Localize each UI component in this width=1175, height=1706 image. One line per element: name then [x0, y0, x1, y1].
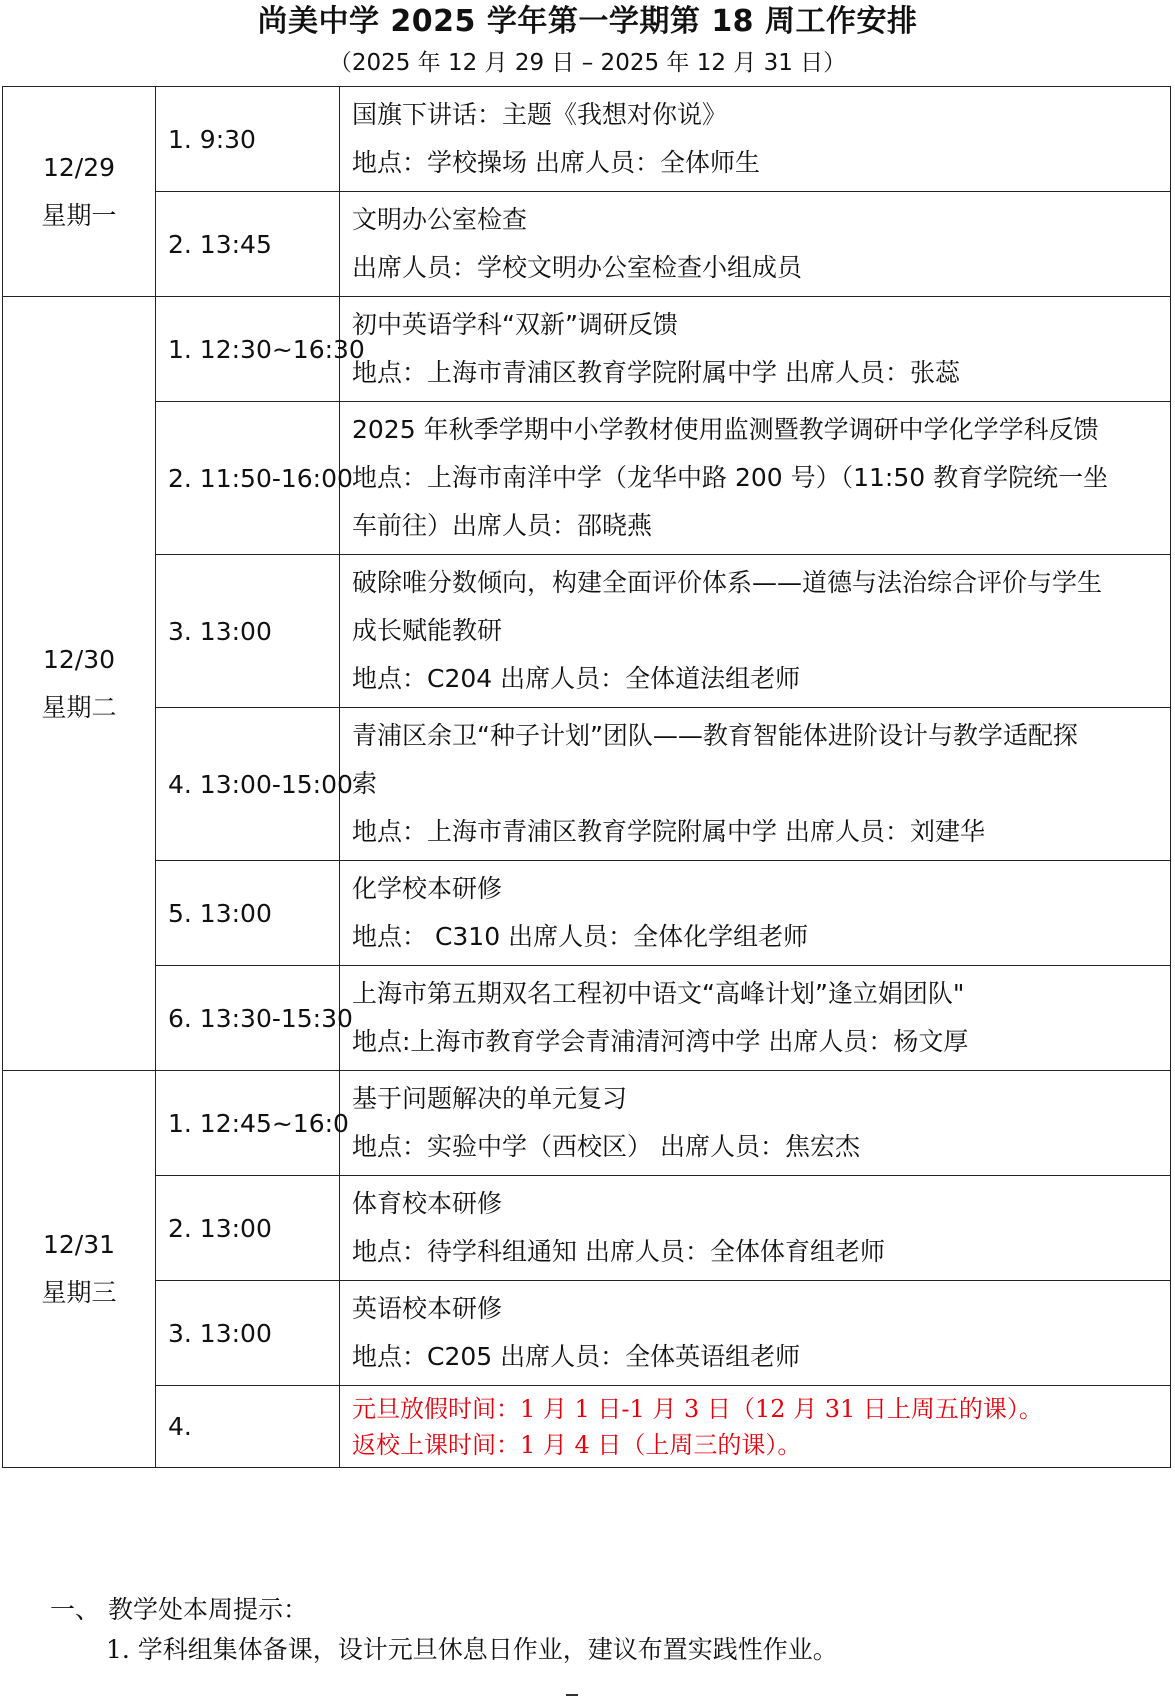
event-description: [340, 87, 1171, 192]
schedule-row: [3, 861, 1171, 966]
page-title: 尚美中学 2025 学年第一学期第 18 周工作安排: [257, 4, 918, 39]
event-description: [340, 192, 1171, 297]
event-line: 地点： C310 出席人员：全体化学组老师: [352, 922, 809, 951]
event-description: [340, 708, 1171, 861]
schedule-row: [3, 1281, 1171, 1386]
event-line: 地点:上海市教育学会青浦清河湾中学 出席人员：杨文厚: [352, 1027, 969, 1056]
notes-item: 1. 学科组集体备课，设计元旦休息日作业，建议布置实践性作业。: [106, 1635, 838, 1664]
event-time: 2. 13:45: [156, 192, 340, 297]
event-line: 地点：学校操场 出席人员：全体师生: [352, 148, 760, 177]
holiday-notice: [340, 1386, 1171, 1468]
schedule-row: [3, 297, 1171, 402]
event-line: 文明办公室检查: [352, 205, 528, 234]
event-line: 2025 年秋季学期中小学教材使用监测暨教学调研中学化学学科反馈: [352, 415, 1099, 444]
event-description: [340, 297, 1171, 402]
event-description: [340, 402, 1171, 555]
event-line: 地点：实验中学（西校区） 出席人员：焦宏杰: [352, 1132, 860, 1161]
event-line: 成长赋能教研: [352, 616, 503, 645]
event-line: 化学校本研修: [352, 874, 503, 903]
event-time: 2. 13:00: [156, 1176, 340, 1281]
page-number-mark: [566, 1694, 578, 1696]
event-time: 4. 13:00-15:00: [156, 708, 340, 861]
event-line: 索: [352, 769, 378, 798]
event-line: 破除唯分数倾向，构建全面评价体系——道德与法治综合评价与学生: [352, 568, 1103, 597]
event-description: [340, 861, 1171, 966]
day-weekday: 星期二: [41, 692, 117, 722]
schedule-row: [3, 708, 1171, 861]
event-line: 地点：C205 出席人员：全体英语组老师: [352, 1342, 801, 1371]
event-line: 地点：上海市青浦区教育学院附属中学 出席人员：张蕊: [352, 358, 960, 387]
event-line: 体育校本研修: [352, 1189, 503, 1218]
schedule-row: [3, 1071, 1171, 1176]
schedule-row: [3, 402, 1171, 555]
schedule-table: [2, 86, 1171, 1468]
notes-heading: 一、 教学处本周提示：: [50, 1595, 308, 1624]
event-description: [340, 1281, 1171, 1386]
event-line: 基于问题解决的单元复习: [352, 1084, 628, 1113]
event-time: 1. 12:45~16:0: [156, 1071, 340, 1176]
event-line: 青浦区余卫“种子计划”团队——教育智能体进阶设计与教学适配探: [352, 721, 1078, 750]
event-line: 初中英语学科“双新”调研反馈: [352, 310, 678, 339]
event-description: [340, 555, 1171, 708]
event-time: 4.: [156, 1386, 340, 1468]
event-line: 国旗下讲话：主题《我想对你说》: [352, 100, 728, 129]
event-description: [340, 1071, 1171, 1176]
event-line: 地点：上海市南洋中学（龙华中路 200 号）（11:50 教育学院统一坐: [352, 463, 1109, 492]
event-line: 上海市第五期双名工程初中语文“高峰计划”逢立娟团队": [352, 979, 965, 1008]
event-line: 地点：待学科组通知 出席人员：全体体育组老师: [352, 1237, 885, 1266]
schedule-row: [3, 192, 1171, 297]
event-line: 地点：C204 出席人员：全体道法组老师: [352, 664, 801, 693]
event-time: 3. 13:00: [156, 555, 340, 708]
event-time: 1. 12:30~16:30: [156, 297, 340, 402]
schedule-row: [3, 87, 1171, 192]
event-description: [340, 1176, 1171, 1281]
event-time: 6. 13:30-15:30: [156, 966, 340, 1071]
event-line: 英语校本研修: [352, 1294, 503, 1323]
day-date: 12/30: [42, 644, 116, 674]
day-weekday: 星期三: [41, 1278, 117, 1307]
page-subtitle: （2025 年 12 月 29 日 – 2025 年 12 月 31 日）: [328, 50, 847, 76]
day-weekday: 星期一: [41, 200, 117, 230]
event-description: [340, 966, 1171, 1071]
event-line: 出席人员：学校文明办公室检查小组成员: [352, 253, 803, 282]
schedule-row: [3, 1176, 1171, 1281]
schedule-row: [3, 555, 1171, 708]
notes-section: [50, 1590, 838, 1670]
day-cell: [3, 87, 156, 297]
event-time: 2. 11:50-16:00: [156, 402, 340, 555]
event-line: 元旦放假时间：1 月 1 日-1 月 3 日（12 月 31 日上周五的课）。: [352, 1394, 1043, 1423]
day-date: 12/29: [42, 152, 116, 182]
event-line: 返校上课时间：1 月 4 日（上周三的课）。: [352, 1430, 802, 1459]
day-cell: [3, 1071, 156, 1468]
schedule-row: [3, 1386, 1171, 1468]
event-time: 1. 9:30: [156, 87, 340, 192]
day-date: 12/31: [42, 1230, 116, 1259]
event-line: 车前往）出席人员：邵晓燕: [352, 511, 653, 540]
event-time: 5. 13:00: [156, 861, 340, 966]
event-line: 地点：上海市青浦区教育学院附属中学 出席人员：刘建华: [352, 817, 985, 846]
schedule-row: [3, 966, 1171, 1071]
event-time: 3. 13:00: [156, 1281, 340, 1386]
day-cell: [3, 297, 156, 1071]
